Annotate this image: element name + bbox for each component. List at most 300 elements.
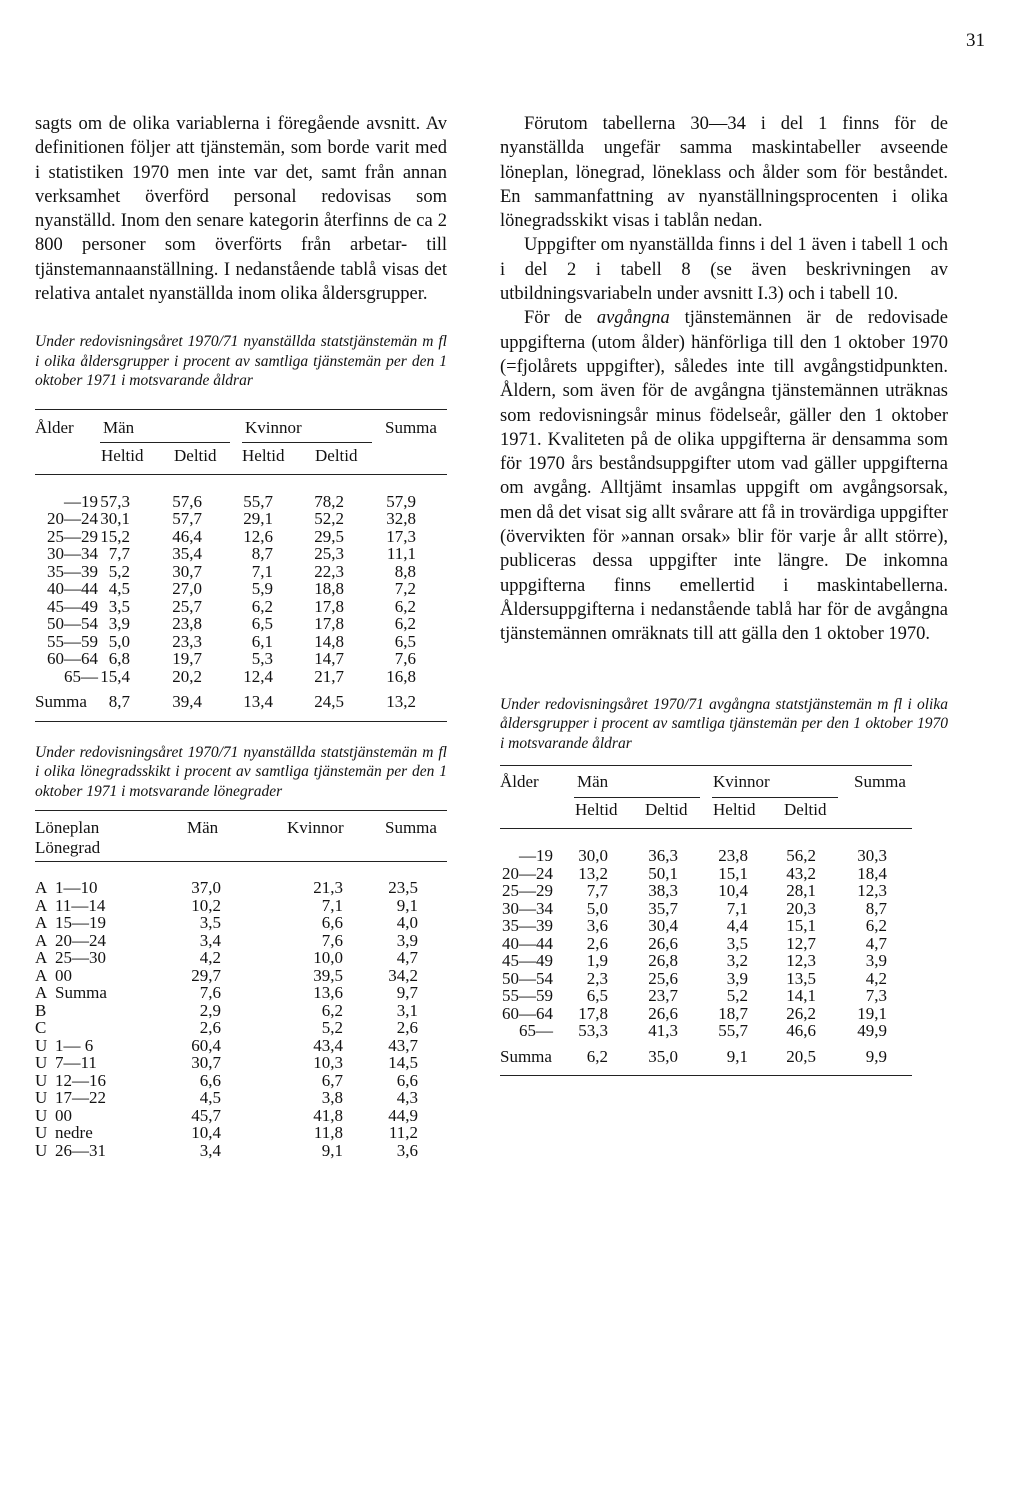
summary-label: Summa	[500, 1046, 552, 1066]
men-parttime-cell: 23,8	[172, 614, 202, 634]
men-fulltime-cell: 3,5	[108, 596, 130, 616]
grade-cell: 15—19	[55, 913, 106, 933]
grade-cell: nedre	[55, 1123, 93, 1143]
men-parttime-cell: 35,0	[648, 1046, 678, 1066]
women-parttime-cell: 56,2	[786, 846, 816, 866]
table-row	[35, 510, 447, 528]
total-cell: 4,7	[396, 948, 418, 968]
right-paragraph-1: Förutom tabellerna 30—34 i del 1 finns för de nyanställda ungefär samma maskintabeller avseende löneplan, lönegrad, löneklass och ålder som för beståndet. En sammanfattning av nyanställningsprocenten i olika lönegradsskikt visas i tablån nedan.	[500, 114, 948, 232]
table-row	[35, 650, 447, 668]
men-parttime-cell: 35,7	[648, 898, 678, 918]
men-parttime-cell: 38,3	[648, 881, 678, 901]
men-cell: 37,0	[191, 878, 221, 898]
women-parttime-cell: 46,6	[786, 1021, 816, 1041]
women-parttime-cell: 14,7	[314, 649, 344, 669]
total-cell: 6,5	[394, 631, 416, 651]
table1-body	[35, 493, 447, 686]
total-cell: 4,3	[396, 1088, 418, 1108]
men-cell: 4,2	[199, 948, 221, 968]
total-cell: 6,2	[865, 916, 887, 936]
table-row	[500, 952, 912, 970]
women-fulltime-cell: 29,1	[243, 509, 273, 529]
women-parttime-cell: 21,7	[314, 666, 344, 686]
women-parttime-cell: 25,3	[314, 544, 344, 564]
women-cell: 5,2	[321, 1018, 343, 1038]
women-cell: 6,2	[321, 1000, 343, 1020]
men-cell: 10,2	[191, 895, 221, 915]
table-row	[35, 528, 447, 546]
women-fulltime-cell: 55,7	[718, 1021, 748, 1041]
summary-label: Summa	[35, 692, 87, 712]
women-parttime-cell: 14,1	[786, 986, 816, 1006]
total-cell: 9,1	[396, 895, 418, 915]
table-row	[35, 914, 447, 932]
table2-header-total: Summa	[385, 818, 437, 838]
men-fulltime-cell: 1,9	[586, 951, 608, 971]
table-row	[35, 1054, 447, 1072]
plan-cell: C	[35, 1018, 47, 1038]
men-parttime-cell: 23,3	[172, 631, 202, 651]
total-cell: 3,9	[396, 930, 418, 950]
grade-cell: 26—31	[55, 1140, 106, 1160]
total-cell: 7,2	[394, 579, 416, 599]
table3-bottom-rule	[500, 1075, 912, 1076]
table-row	[35, 949, 447, 967]
age-cell: 20—24	[47, 509, 98, 529]
table3-header-rule	[500, 828, 912, 829]
women-fulltime-cell: 8,7	[251, 544, 273, 564]
table1-bottom-rule	[35, 721, 447, 722]
table-row	[35, 633, 447, 651]
plan-cell: U	[35, 1123, 48, 1143]
grade-cell: 11—14	[55, 895, 106, 915]
men-parttime-cell: 39,4	[172, 692, 202, 712]
age-cell: 65—	[64, 666, 98, 686]
men-fulltime-cell: 7,7	[586, 881, 608, 901]
table-row	[500, 882, 912, 900]
total-cell: 16,8	[386, 666, 416, 686]
table-row	[35, 598, 447, 616]
men-fulltime-cell: 7,7	[108, 544, 130, 564]
table3-header-total: Summa	[854, 772, 906, 792]
women-fulltime-cell: 15,1	[718, 863, 748, 883]
table3-body	[500, 847, 912, 1040]
women-fulltime-cell: 55,7	[243, 491, 273, 511]
women-parttime-cell: 20,5	[786, 1046, 816, 1066]
table3-caption: Under redovisningsåret 1970/71 avgångna statstjänstemän m fl i olika åldersgrupper i procent av samtliga tjänstemän per den 1 oktober 1970 i motsvarande åldrar	[500, 695, 948, 752]
men-fulltime-cell: 30,1	[100, 509, 130, 529]
total-cell: 6,6	[396, 1070, 418, 1090]
right-column	[500, 112, 948, 1076]
men-cell: 2,9	[199, 1000, 221, 1020]
men-parttime-cell: 57,7	[172, 509, 202, 529]
total-cell: 32,8	[386, 509, 416, 529]
women-parttime-cell: 43,2	[786, 863, 816, 883]
women-cell: 10,0	[313, 948, 343, 968]
table3-header-age: Ålder	[500, 772, 539, 792]
table2	[35, 810, 447, 1159]
total-cell: 14,5	[388, 1053, 418, 1073]
grade-cell: 20—24	[55, 930, 106, 950]
women-parttime-cell: 78,2	[314, 491, 344, 511]
plan-cell: B	[35, 1000, 47, 1020]
men-parttime-cell: 46,4	[172, 526, 202, 546]
table-row	[500, 865, 912, 883]
men-parttime-cell: 26,6	[648, 933, 678, 953]
total-cell: 49,9	[857, 1021, 887, 1041]
women-cell: 6,6	[321, 913, 343, 933]
men-parttime-cell: 50,1	[648, 863, 678, 883]
plan-cell: A	[35, 948, 48, 968]
plan-cell: U	[35, 1088, 48, 1108]
men-fulltime-cell: 2,6	[586, 933, 608, 953]
table3-women-fulltime-header: Heltid	[713, 800, 756, 820]
women-cell: 7,1	[321, 895, 343, 915]
table-row	[500, 987, 912, 1005]
men-parttime-cell: 30,7	[172, 561, 202, 581]
table-row	[35, 668, 447, 686]
total-cell: 3,1	[396, 1000, 418, 1020]
grade-cell: 12—16	[55, 1070, 106, 1090]
women-fulltime-cell: 6,1	[251, 631, 273, 651]
table2-body	[35, 879, 447, 1159]
table-row	[35, 1019, 447, 1037]
table1-men-fulltime-header: Heltid	[101, 445, 144, 465]
table2-header-rule	[35, 861, 447, 862]
table3-header-men: Män	[577, 772, 609, 792]
men-fulltime-cell: 57,3	[100, 491, 130, 511]
women-fulltime-cell: 4,4	[726, 916, 748, 936]
age-cell: 35—39	[47, 561, 98, 581]
table1-header-age: Ålder	[35, 417, 74, 437]
women-cell: 6,7	[321, 1070, 343, 1090]
plan-cell: A	[35, 895, 48, 915]
men-parttime-cell: 30,4	[648, 916, 678, 936]
women-parttime-cell: 18,8	[314, 579, 344, 599]
men-parttime-cell: 25,6	[648, 968, 678, 988]
total-cell: 9,7	[396, 983, 418, 1003]
grade-cell: 1—10	[55, 878, 98, 898]
plan-cell: A	[35, 913, 48, 933]
table-row	[35, 984, 447, 1002]
table1-men-parttime-header: Deltid	[174, 445, 217, 465]
men-fulltime-cell: 3,6	[586, 916, 608, 936]
men-fulltime-cell: 3,9	[108, 614, 130, 634]
table3-women-parttime-header: Deltid	[784, 800, 827, 820]
women-cell: 3,8	[321, 1088, 343, 1108]
grade-cell: 7—11	[55, 1053, 97, 1073]
men-fulltime-cell: 5,0	[108, 631, 130, 651]
total-cell: 18,4	[857, 863, 887, 883]
men-parttime-cell: 35,4	[172, 544, 202, 564]
men-fulltime-cell: 15,4	[100, 666, 130, 686]
age-cell: —19	[519, 846, 553, 866]
men-cell: 60,4	[191, 1035, 221, 1055]
women-fulltime-cell: 13,4	[243, 692, 273, 712]
table1-women-fulltime-header: Heltid	[242, 445, 285, 465]
table-row	[35, 897, 447, 915]
table-row	[35, 1037, 447, 1055]
table2-header-grade: Lönegrad	[35, 838, 101, 858]
plan-cell: A	[35, 930, 48, 950]
men-parttime-cell: 23,7	[648, 986, 678, 1006]
table-row	[35, 615, 447, 633]
table1-header	[35, 410, 447, 464]
age-cell: 55—59	[502, 986, 553, 1006]
total-cell: 3,6	[396, 1140, 418, 1160]
table-row	[500, 1022, 912, 1040]
total-cell: 4,2	[865, 968, 887, 988]
men-fulltime-cell: 30,0	[578, 846, 608, 866]
women-fulltime-cell: 23,8	[718, 846, 748, 866]
men-cell: 10,4	[191, 1123, 221, 1143]
table1-summary	[35, 693, 447, 711]
women-parttime-cell: 17,8	[314, 596, 344, 616]
plan-cell: U	[35, 1105, 48, 1125]
women-cell: 43,4	[313, 1035, 343, 1055]
men-cell: 2,6	[199, 1018, 221, 1038]
age-cell: 60—64	[47, 649, 98, 669]
grade-cell: 00	[55, 965, 72, 985]
women-cell: 7,6	[321, 930, 343, 950]
age-cell: 50—54	[502, 968, 553, 988]
women-fulltime-cell: 3,9	[726, 968, 748, 988]
men-fulltime-cell: 5,2	[108, 561, 130, 581]
women-parttime-cell: 29,5	[314, 526, 344, 546]
total-cell: 13,2	[386, 692, 416, 712]
total-cell: 6,2	[394, 596, 416, 616]
plan-cell: U	[35, 1035, 48, 1055]
right-paragraph-3-rest: tjänstemännen är de redovisade uppgifterna (utom ålder) hänförliga till den 1 oktober 1970 (=fjolårets uppgifter), således inte till avgångstidpunkten. Åldern, som även för de avgångna tjänstemännen uträknas som redovisningsår minus födelseår, gäller den 1 oktober 1971. Kvaliteten på de olika uppgifterna är densamma som för 1970 års beståndsuppgifter utom vad gäller uppgifterna om avgång. Alltjämt insamlas uppgift om avgångsorsak, men då det visat sig allt svårare att få in trovärdiga uppgifter (övervikten för »annan orsak» blir för varje år allt större), publiceras dessa uppgifter inte längre. De inkomna uppgifterna finns emellertid i maskintabellerna. Åldersuppgifterna i nedanstående tablå har för de avgångna tjänstemännen omräknats till att gälla den 1 oktober 1970.	[500, 308, 948, 645]
table3-women-subrule	[712, 797, 838, 798]
table1-header-men: Män	[103, 417, 135, 437]
men-cell: 3,5	[199, 913, 221, 933]
age-cell: 25—29	[47, 526, 98, 546]
page-number: 31	[966, 30, 985, 51]
table3-header	[500, 766, 912, 818]
table3-header-women: Kvinnor	[713, 772, 770, 792]
plan-cell: A	[35, 965, 48, 985]
men-cell: 4,5	[199, 1088, 221, 1108]
table-row	[35, 545, 447, 563]
men-cell: 30,7	[191, 1053, 221, 1073]
men-cell: 29,7	[191, 965, 221, 985]
men-fulltime-cell: 2,3	[586, 968, 608, 988]
table-row	[500, 917, 912, 935]
age-cell: 30—34	[47, 544, 98, 564]
age-cell: —19	[64, 491, 98, 511]
age-cell: 35—39	[502, 916, 553, 936]
table1-header-total: Summa	[385, 417, 437, 437]
table2-header-plan: Löneplan	[35, 818, 100, 838]
right-paragraph-3-italic: avgångna	[596, 308, 670, 329]
table-row	[500, 935, 912, 953]
men-cell: 7,6	[199, 983, 221, 1003]
total-cell: 4,0	[396, 913, 418, 933]
table-summary-row	[500, 1048, 912, 1066]
table-row	[35, 1124, 447, 1142]
women-parttime-cell: 20,3	[786, 898, 816, 918]
women-fulltime-cell: 9,1	[726, 1046, 748, 1066]
right-paragraph-3	[500, 306, 948, 646]
table-row	[35, 493, 447, 511]
men-cell: 6,6	[199, 1070, 221, 1090]
women-parttime-cell: 12,7	[786, 933, 816, 953]
men-fulltime-cell: 17,8	[578, 1003, 608, 1023]
total-cell: 7,6	[394, 649, 416, 669]
men-parttime-cell: 41,3	[648, 1021, 678, 1041]
table3-men-subrule	[574, 797, 700, 798]
age-cell: 40—44	[47, 579, 98, 599]
total-cell: 12,3	[857, 881, 887, 901]
left-column	[35, 112, 447, 1159]
table-row	[35, 879, 447, 897]
table3	[500, 765, 912, 1076]
grade-cell: Summa	[55, 983, 107, 1003]
women-cell: 21,3	[313, 878, 343, 898]
table-row	[35, 932, 447, 950]
men-fulltime-cell: 6,5	[586, 986, 608, 1006]
total-cell: 23,5	[388, 878, 418, 898]
women-parttime-cell: 26,2	[786, 1003, 816, 1023]
women-cell: 13,6	[313, 983, 343, 1003]
age-cell: 20—24	[502, 863, 553, 883]
age-cell: 55—59	[47, 631, 98, 651]
total-cell: 44,9	[388, 1105, 418, 1125]
men-cell: 3,4	[199, 930, 221, 950]
table-row	[35, 1072, 447, 1090]
men-fulltime-cell: 15,2	[100, 526, 130, 546]
total-cell: 9,9	[865, 1046, 887, 1066]
women-fulltime-cell: 5,3	[251, 649, 273, 669]
men-fulltime-cell: 5,0	[586, 898, 608, 918]
women-parttime-cell: 12,3	[786, 951, 816, 971]
total-cell: 8,8	[394, 561, 416, 581]
plan-cell: A	[35, 878, 48, 898]
table3-summary	[500, 1048, 912, 1066]
age-cell: 65—	[519, 1021, 553, 1041]
age-cell: 40—44	[502, 933, 553, 953]
table-row	[35, 967, 447, 985]
table-row	[35, 1142, 447, 1160]
men-parttime-cell: 19,7	[172, 649, 202, 669]
plan-cell: U	[35, 1053, 48, 1073]
table1-header-rule	[35, 474, 447, 475]
table3-men-parttime-header: Deltid	[645, 800, 688, 820]
table2-header	[35, 811, 447, 857]
age-cell: 30—34	[502, 898, 553, 918]
total-cell: 6,2	[394, 614, 416, 634]
total-cell: 19,1	[857, 1003, 887, 1023]
table-row	[35, 580, 447, 598]
table1-header-women: Kvinnor	[245, 417, 302, 437]
plan-cell: U	[35, 1070, 48, 1090]
total-cell: 43,7	[388, 1035, 418, 1055]
total-cell: 17,3	[386, 526, 416, 546]
total-cell: 3,9	[865, 951, 887, 971]
table2-caption: Under redovisningsåret 1970/71 nyanställda statstjänstemän m fl i olika lönegradsskikt i procent av samtliga tjänstemän per den 1 oktober 1971 i motsvarande lönegrader	[35, 743, 447, 800]
men-parttime-cell: 26,8	[648, 951, 678, 971]
age-cell: 45—49	[502, 951, 553, 971]
women-fulltime-cell: 12,4	[243, 666, 273, 686]
total-cell: 8,7	[865, 898, 887, 918]
table-row	[35, 1002, 447, 1020]
women-fulltime-cell: 3,5	[726, 933, 748, 953]
table-summary-row	[35, 693, 447, 711]
men-fulltime-cell: 8,7	[108, 692, 130, 712]
table-row	[500, 900, 912, 918]
men-parttime-cell: 27,0	[172, 579, 202, 599]
women-cell: 39,5	[313, 965, 343, 985]
men-parttime-cell: 25,7	[172, 596, 202, 616]
age-cell: 25—29	[502, 881, 553, 901]
table1-caption: Under redovisningsåret 1970/71 nyanställda statstjänstemän m fl i olika åldersgrupper i procent av samtliga tjänstemän per den 1 oktober 1971 i motsvarande åldrar	[35, 333, 447, 390]
women-fulltime-cell: 6,2	[251, 596, 273, 616]
women-parttime-cell: 52,2	[314, 509, 344, 529]
women-cell: 11,8	[313, 1123, 343, 1143]
table3-men-fulltime-header: Heltid	[575, 800, 618, 820]
men-cell: 3,4	[199, 1140, 221, 1160]
women-parttime-cell: 24,5	[314, 692, 344, 712]
plan-cell: U	[35, 1140, 48, 1160]
men-fulltime-cell: 6,2	[586, 1046, 608, 1066]
table-row	[500, 847, 912, 865]
total-cell: 30,3	[857, 846, 887, 866]
men-parttime-cell: 36,3	[648, 846, 678, 866]
total-cell: 4,7	[865, 933, 887, 953]
men-fulltime-cell: 6,8	[108, 649, 130, 669]
men-parttime-cell: 26,6	[648, 1003, 678, 1023]
women-parttime-cell: 13,5	[786, 968, 816, 988]
right-paragraph-3-start: För de	[524, 308, 597, 329]
table2-header-men: Män	[187, 818, 219, 838]
table2-header-women: Kvinnor	[287, 818, 344, 838]
total-cell: 7,3	[865, 986, 887, 1006]
women-fulltime-cell: 5,9	[251, 579, 273, 599]
women-parttime-cell: 22,3	[314, 561, 344, 581]
grade-cell: 00	[55, 1105, 72, 1125]
women-parttime-cell: 28,1	[786, 881, 816, 901]
women-parttime-cell: 17,8	[314, 614, 344, 634]
total-cell: 11,2	[388, 1123, 418, 1143]
women-parttime-cell: 14,8	[314, 631, 344, 651]
women-fulltime-cell: 5,2	[726, 986, 748, 1006]
men-parttime-cell: 57,6	[172, 491, 202, 511]
intro-paragraph: sagts om de olika variablerna i föregående avsnitt. Av definitionen följer att tjänstemän, som borde varit med i statistiken 1970 men inte var det, samt från annan verksamhet överförd personal redovisas som nyanställd. Inom den senare kategorin återfinns de ca 2 800 personer som överförts från arbetar- till tjänstemannaanställning. I nedanstående tablå visas det relativa antalet nyanställda inom olika åldersgrupper.	[35, 114, 447, 305]
table-row	[35, 1107, 447, 1125]
table-row	[500, 1005, 912, 1023]
grade-cell: 17—22	[55, 1088, 106, 1108]
total-cell: 34,2	[388, 965, 418, 985]
women-fulltime-cell: 6,5	[251, 614, 273, 634]
grade-cell: 1— 6	[55, 1035, 94, 1055]
table-row	[35, 563, 447, 581]
right-paragraph-2: Uppgifter om nyanställda finns i del 1 även i tabell 1 och i del 2 i tabell 8 (se även beskrivningen av utbildningsvariabeln under avsnitt I.3) och i tabell 10.	[500, 235, 948, 305]
table1-women-parttime-header: Deltid	[315, 445, 358, 465]
women-fulltime-cell: 10,4	[718, 881, 748, 901]
women-fulltime-cell: 12,6	[243, 526, 273, 546]
women-cell: 9,1	[321, 1140, 343, 1160]
men-cell: 45,7	[191, 1105, 221, 1125]
table-row	[500, 970, 912, 988]
age-cell: 60—64	[502, 1003, 553, 1023]
plan-cell: A	[35, 983, 48, 1003]
table1-men-subrule	[100, 442, 230, 443]
age-cell: 50—54	[47, 614, 98, 634]
women-fulltime-cell: 18,7	[718, 1003, 748, 1023]
women-cell: 41,8	[313, 1105, 343, 1125]
grade-cell: 25—30	[55, 948, 106, 968]
